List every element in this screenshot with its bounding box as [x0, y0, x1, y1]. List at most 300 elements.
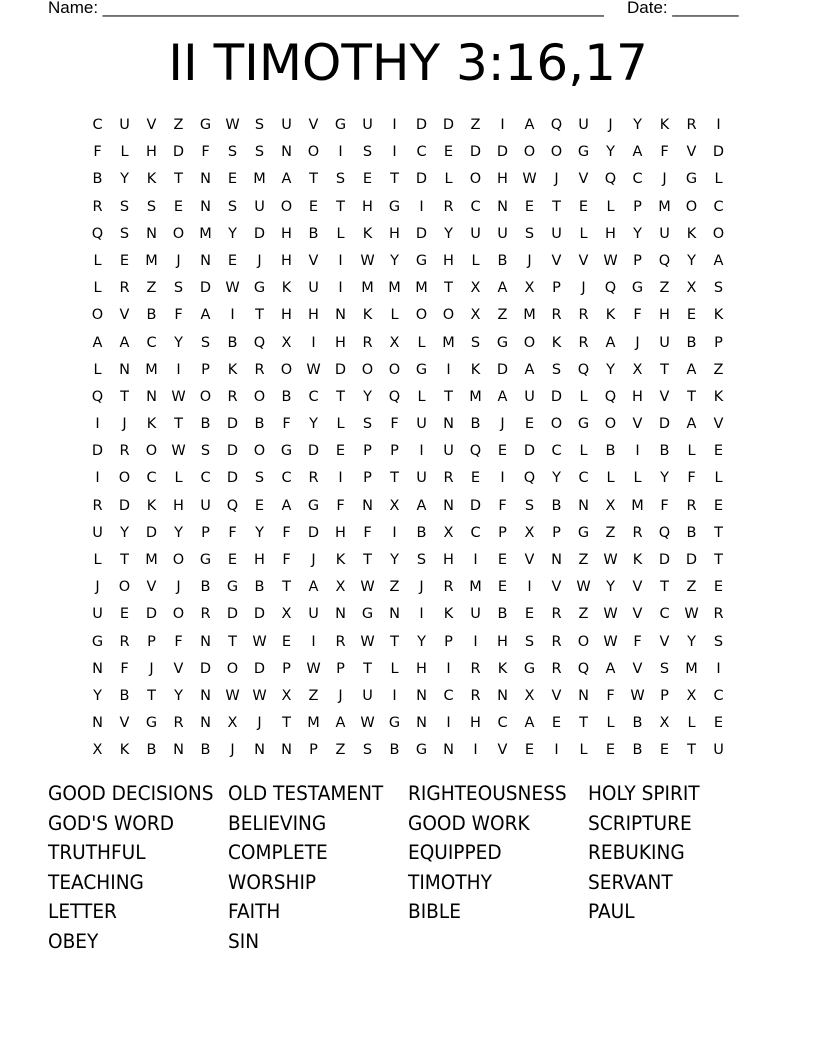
grid-letter: L — [606, 715, 615, 732]
grid-letter: Q — [604, 171, 617, 188]
grid-letter: O — [226, 660, 239, 677]
grid-letter: D — [145, 606, 158, 623]
grid-letter: W — [360, 633, 375, 650]
grid-letter: V — [632, 660, 643, 677]
grid-letter: H — [659, 307, 670, 324]
grid-letter: M — [658, 198, 671, 215]
grid-letter: C — [200, 470, 211, 487]
grid-letter: D — [496, 361, 509, 378]
grid-letter: T — [390, 633, 399, 650]
grid-letter: Y — [633, 225, 642, 242]
grid-letter: H — [443, 552, 454, 568]
grid-letter: L — [714, 470, 723, 487]
grid-letter: E — [443, 144, 454, 161]
grid-letter: R — [470, 687, 481, 704]
grid-letter: B — [200, 416, 211, 433]
grid-letter: F — [282, 416, 291, 433]
grid-letter: O — [550, 416, 563, 433]
grid-letter: K — [632, 552, 643, 568]
grid-letter: U — [362, 117, 373, 133]
grid-letter: G — [415, 361, 428, 378]
grid-letter: J — [257, 715, 262, 732]
grid-letter: N — [497, 687, 508, 704]
grid-letter: E — [551, 715, 562, 732]
grid-letter: X — [389, 334, 400, 351]
grid-letter: M — [145, 361, 158, 378]
grid-letter: A — [686, 361, 697, 378]
grid-letter: F — [606, 687, 615, 704]
grid-letter: L — [93, 252, 102, 269]
grid-letter: H — [497, 171, 508, 188]
grid-letter: R — [686, 497, 697, 514]
grid-letter: E — [281, 633, 292, 650]
grid-letter: M — [523, 307, 536, 324]
grid-letter: W — [630, 687, 645, 704]
grid-letter: M — [388, 280, 401, 297]
grid-letter: J — [176, 579, 181, 596]
grid-letter: S — [227, 198, 238, 215]
grid-row — [84, 221, 732, 248]
grid-letter: U — [578, 117, 589, 133]
grid-letter: N — [416, 715, 427, 732]
grid-row — [84, 384, 732, 411]
grid-letter: T — [390, 171, 399, 188]
grid-letter: I — [554, 742, 559, 759]
grid-letter: H — [605, 225, 616, 242]
grid-letter: R — [362, 334, 373, 351]
grid-letter: I — [176, 361, 181, 378]
grid-letter: D — [712, 144, 725, 161]
grid-letter: D — [685, 552, 698, 568]
grid-letter: N — [551, 552, 562, 568]
letter-grid — [84, 112, 732, 765]
grid-letter: O — [280, 361, 293, 378]
grid-letter: T — [660, 361, 669, 378]
grid-letter: R — [92, 198, 103, 215]
grid-letter: U — [443, 443, 454, 460]
grid-row — [84, 112, 732, 139]
grid-letter: W — [603, 552, 618, 568]
grid-letter: U — [497, 225, 508, 242]
grid-letter: X — [389, 497, 400, 514]
grid-row — [84, 166, 732, 193]
grid-letter: A — [605, 660, 616, 677]
grid-letter: I — [392, 687, 397, 704]
grid-letter: E — [308, 198, 319, 215]
grid-letter: R — [254, 361, 265, 378]
grid-letter: V — [713, 416, 724, 433]
grid-letter: D — [226, 606, 239, 623]
grid-letter: E — [227, 171, 238, 188]
grid-letter: R — [119, 280, 130, 297]
grid-letter: K — [443, 606, 454, 623]
grid-letter: V — [119, 715, 130, 732]
grid-row — [84, 520, 732, 547]
grid-letter: G — [199, 117, 212, 133]
grid-letter: S — [254, 144, 265, 161]
grid-letter: A — [497, 280, 508, 297]
grid-letter: I — [635, 443, 640, 460]
grid-letter: S — [335, 171, 346, 188]
grid-letter: Z — [389, 579, 400, 596]
grid-letter: H — [632, 388, 643, 405]
grid-letter: M — [415, 280, 428, 297]
grid-letter: D — [253, 606, 266, 623]
date-field-label: Date: _______ — [627, 0, 739, 17]
grid-letter: T — [174, 171, 183, 188]
grid-letter: I — [392, 117, 397, 133]
grid-letter: O — [388, 361, 401, 378]
grid-letter: F — [120, 660, 129, 677]
grid-letter: O — [361, 361, 374, 378]
grid-letter: P — [552, 524, 561, 541]
grid-letter: Z — [578, 606, 589, 623]
grid-row — [84, 656, 732, 683]
grid-letter: W — [360, 715, 375, 732]
grid-letter: C — [470, 198, 481, 215]
grid-letter: L — [93, 552, 102, 568]
grid-letter: V — [173, 660, 184, 677]
grid-letter: I — [716, 117, 721, 133]
grid-letter: E — [335, 443, 346, 460]
grid-letter: C — [713, 198, 724, 215]
grid-letter: K — [470, 361, 481, 378]
grid-letter: K — [659, 117, 670, 133]
grid-letter: Z — [173, 117, 184, 133]
grid-letter: V — [632, 579, 643, 596]
grid-letter: D — [253, 660, 266, 677]
grid-letter: L — [120, 144, 129, 161]
grid-letter: P — [363, 443, 372, 460]
word-bank-item: SERVANT — [588, 870, 673, 894]
grid-letter: X — [659, 715, 670, 732]
grid-row — [84, 438, 732, 465]
grid-letter: A — [281, 171, 292, 188]
grid-letter: B — [497, 252, 508, 269]
grid-letter: N — [200, 715, 211, 732]
grid-letter: Q — [577, 361, 590, 378]
grid-letter: P — [552, 280, 561, 297]
grid-letter: O — [523, 334, 536, 351]
grid-letter: P — [633, 252, 642, 269]
grid-letter: W — [171, 443, 186, 460]
grid-letter: O — [172, 225, 185, 242]
grid-letter: L — [687, 443, 696, 460]
grid-letter: R — [632, 524, 643, 541]
grid-letter: D — [415, 171, 428, 188]
grid-letter: U — [308, 280, 319, 297]
grid-letter: K — [605, 307, 616, 324]
grid-letter: D — [469, 497, 482, 514]
grid-letter: O — [253, 388, 266, 405]
grid-letter: M — [145, 252, 158, 269]
grid-letter: T — [282, 715, 291, 732]
grid-letter: I — [338, 280, 343, 297]
grid-letter: N — [578, 497, 589, 514]
grid-letter: H — [416, 660, 427, 677]
grid-letter: J — [230, 742, 235, 759]
grid-letter: W — [225, 280, 240, 297]
name-field-label: Name: _____________________________________________________ — [48, 0, 604, 17]
grid-letter: Y — [174, 524, 183, 541]
grid-letter: B — [254, 579, 265, 596]
grid-letter: B — [281, 388, 292, 405]
grid-letter: O — [469, 171, 482, 188]
grid-letter: D — [307, 443, 320, 460]
grid-letter: G — [577, 416, 590, 433]
grid-letter: G — [388, 715, 401, 732]
grid-letter: Q — [91, 225, 104, 242]
grid-letter: S — [713, 633, 724, 650]
word-bank-item: SIN — [228, 929, 260, 953]
grid-letter: J — [257, 252, 262, 269]
grid-letter: Y — [120, 171, 129, 188]
grid-letter: N — [416, 687, 427, 704]
grid-letter: H — [470, 715, 481, 732]
grid-letter: P — [147, 633, 156, 650]
grid-letter: R — [119, 633, 130, 650]
grid-letter: R — [551, 633, 562, 650]
grid-letter: R — [713, 606, 724, 623]
grid-letter: A — [281, 497, 292, 514]
grid-letter: I — [473, 742, 478, 759]
grid-letter: M — [199, 225, 212, 242]
grid-letter: U — [308, 606, 319, 623]
grid-letter: F — [201, 144, 210, 161]
grid-letter: T — [660, 579, 669, 596]
grid-letter: K — [686, 225, 697, 242]
grid-letter: S — [416, 552, 427, 568]
word-bank-item: GOOD DECISIONS — [48, 782, 214, 805]
word-bank-item: COMPLETE — [228, 841, 328, 865]
grid-letter: W — [252, 687, 267, 704]
grid-letter: D — [469, 144, 482, 161]
grid-letter: T — [228, 633, 237, 650]
grid-letter: N — [335, 606, 346, 623]
grid-letter: D — [496, 144, 509, 161]
grid-letter: B — [200, 579, 211, 596]
grid-letter: E — [659, 742, 670, 759]
grid-letter: N — [119, 361, 130, 378]
grid-letter: Y — [174, 334, 183, 351]
grid-letter: A — [200, 307, 211, 324]
word-bank-item: SCRIPTURE — [588, 811, 692, 835]
grid-letter: R — [578, 307, 589, 324]
grid-letter: Y — [390, 552, 399, 568]
grid-letter: A — [605, 334, 616, 351]
word-bank-item: LETTER — [48, 900, 117, 924]
grid-letter: R — [335, 633, 346, 650]
grid-letter: T — [444, 280, 453, 297]
grid-letter: S — [119, 225, 130, 242]
grid-letter: N — [92, 660, 103, 677]
grid-letter: R — [470, 660, 481, 677]
grid-letter: D — [415, 117, 428, 133]
grid-letter: Q — [658, 252, 671, 269]
grid-row — [84, 465, 732, 492]
grid-letter: Q — [523, 470, 536, 487]
grid-letter: P — [498, 524, 507, 541]
grid-letter: R — [227, 388, 238, 405]
grid-letter: T — [174, 416, 183, 433]
grid-letter: T — [714, 524, 723, 541]
grid-letter: Y — [417, 633, 426, 650]
grid-letter: L — [417, 334, 426, 351]
grid-letter: F — [282, 552, 291, 568]
grid-letter: O — [280, 198, 293, 215]
grid-letter: G — [226, 579, 239, 596]
grid-letter: N — [254, 742, 265, 759]
grid-letter: I — [446, 660, 451, 677]
grid-letter: Y — [309, 416, 318, 433]
grid-letter: L — [714, 171, 723, 188]
grid-letter: W — [603, 633, 618, 650]
word-bank-item: REBUKING — [588, 841, 685, 865]
grid-letter: K — [497, 660, 508, 677]
grid-letter: F — [633, 307, 642, 324]
grid-letter: A — [497, 388, 508, 405]
grid-letter: O — [118, 579, 131, 596]
grid-letter: R — [551, 307, 562, 324]
word-bank-item: GOOD WORK — [408, 811, 530, 835]
grid-row — [84, 737, 732, 764]
grid-letter: D — [658, 552, 671, 568]
grid-letter: R — [200, 606, 211, 623]
grid-letter: I — [338, 252, 343, 269]
grid-letter: C — [578, 470, 589, 487]
grid-letter: W — [306, 361, 321, 378]
grid-letter: U — [92, 606, 103, 623]
grid-row — [84, 683, 732, 710]
grid-letter: B — [659, 443, 670, 460]
grid-letter: I — [419, 606, 424, 623]
grid-letter: K — [713, 307, 724, 324]
grid-letter: K — [362, 225, 373, 242]
grid-letter: S — [254, 470, 265, 487]
grid-letter: A — [524, 117, 535, 133]
grid-letter: L — [579, 742, 588, 759]
grid-letter: F — [93, 144, 102, 161]
grid-letter: E — [605, 742, 616, 759]
grid-letter: Z — [659, 280, 670, 297]
grid-letter: X — [524, 687, 535, 704]
grid-letter: V — [551, 579, 562, 596]
grid-letter: S — [524, 633, 535, 650]
grid-letter: W — [306, 660, 321, 677]
grid-letter: E — [578, 198, 589, 215]
grid-letter: K — [281, 280, 292, 297]
grid-letter: B — [632, 715, 643, 732]
grid-letter: E — [227, 252, 238, 269]
grid-letter: E — [713, 443, 724, 460]
grid-letter: J — [554, 171, 559, 188]
grid-letter: J — [311, 552, 316, 568]
grid-letter: T — [255, 307, 264, 324]
grid-letter: T — [363, 552, 372, 568]
grid-letter: Q — [577, 660, 590, 677]
word-bank-item: WORSHIP — [228, 870, 317, 894]
grid-letter: R — [686, 117, 697, 133]
grid-letter: V — [551, 687, 562, 704]
grid-letter: P — [390, 443, 399, 460]
grid-letter: L — [579, 388, 588, 405]
grid-letter: H — [173, 497, 184, 514]
grid-letter: B — [227, 334, 238, 351]
grid-letter: E — [524, 198, 535, 215]
grid-letter: B — [632, 742, 643, 759]
grid-letter: X — [92, 742, 103, 759]
grid-letter: V — [632, 606, 643, 623]
grid-letter: P — [660, 687, 669, 704]
grid-letter: K — [551, 334, 562, 351]
grid-row — [84, 629, 732, 656]
grid-letter: T — [714, 552, 723, 568]
grid-letter: S — [173, 280, 184, 297]
grid-letter: M — [145, 552, 158, 568]
grid-letter: B — [146, 307, 157, 324]
grid-letter: J — [176, 252, 181, 269]
grid-letter: N — [281, 144, 292, 161]
grid-letter: W — [603, 606, 618, 623]
grid-letter: L — [93, 280, 102, 297]
grid-letter: H — [335, 524, 346, 541]
grid-letter: J — [662, 171, 667, 188]
word-bank-item: BELIEVING — [228, 811, 327, 835]
grid-letter: T — [336, 198, 345, 215]
grid-letter: C — [659, 606, 670, 623]
grid-letter: E — [227, 552, 238, 568]
grid-letter: D — [172, 144, 185, 161]
grid-letter: Q — [658, 524, 671, 541]
grid-letter: K — [362, 307, 373, 324]
grid-letter: M — [469, 388, 482, 405]
grid-letter: G — [307, 497, 320, 514]
grid-letter: Y — [444, 225, 453, 242]
grid-letter: I — [527, 579, 532, 596]
grid-letter: P — [363, 470, 372, 487]
grid-letter: D — [307, 524, 320, 541]
grid-letter: X — [470, 280, 481, 297]
grid-letter: G — [199, 552, 212, 568]
grid-letter: E — [119, 252, 130, 269]
grid-letter: R — [173, 715, 184, 732]
grid-letter: G — [280, 443, 293, 460]
word-bank-item: TRUTHFUL — [48, 841, 146, 865]
grid-letter: P — [201, 524, 210, 541]
grid-letter: W — [225, 687, 240, 704]
grid-letter: I — [716, 660, 721, 677]
grid-letter: S — [227, 144, 238, 161]
grid-letter: O — [199, 388, 212, 405]
grid-letter: T — [552, 198, 561, 215]
grid-letter: Q — [604, 280, 617, 297]
grid-letter: C — [632, 171, 643, 188]
grid-letter: D — [226, 470, 239, 487]
grid-letter: Y — [606, 579, 615, 596]
grid-letter: E — [713, 715, 724, 732]
grid-letter: T — [579, 715, 588, 732]
grid-letter: Y — [606, 144, 615, 161]
grid-letter: W — [171, 388, 186, 405]
grid-letter: P — [201, 361, 210, 378]
grid-row — [84, 248, 732, 275]
grid-letter: I — [338, 470, 343, 487]
grid-letter: R — [308, 470, 319, 487]
grid-letter: O — [145, 443, 158, 460]
grid-letter: J — [419, 579, 424, 596]
grid-letter: F — [174, 633, 183, 650]
grid-letter: J — [635, 334, 640, 351]
